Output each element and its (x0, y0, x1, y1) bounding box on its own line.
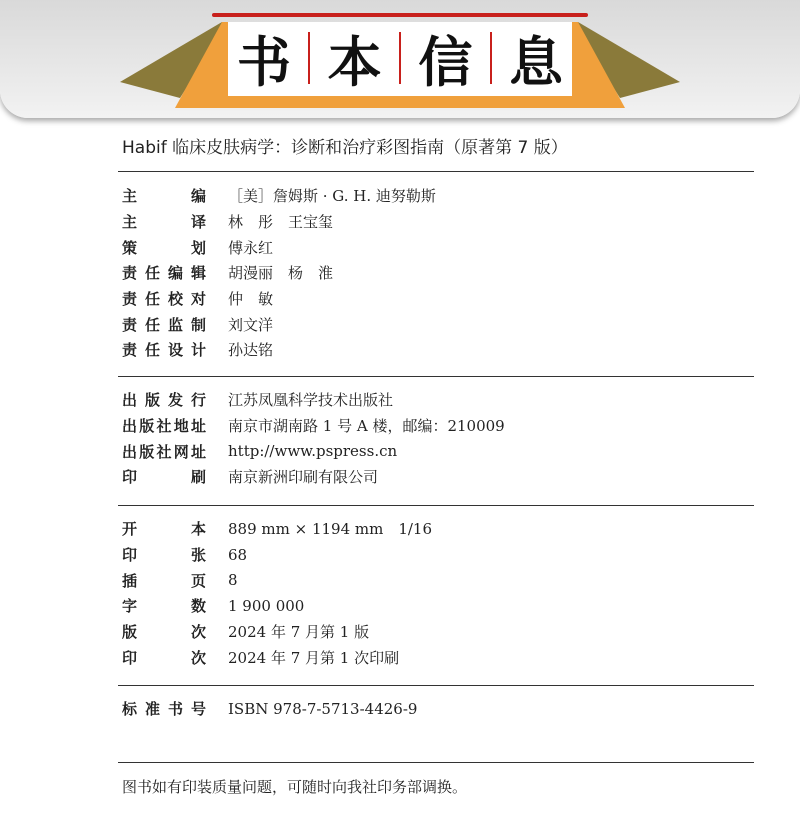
info-value: 1 900 000 (228, 596, 305, 615)
divider (118, 762, 754, 763)
info-label-char: 辑 (190, 264, 206, 283)
info-label-char: 网 (173, 442, 189, 461)
info-row (122, 311, 436, 337)
info-label-char: 责 (122, 341, 138, 360)
quality-notice: 图书如有印装质量问题，可随时向我社印务部调换。 (122, 778, 468, 796)
info-label-char: 页 (190, 571, 206, 590)
info-label-char: 划 (190, 238, 206, 257)
specs-section (122, 516, 432, 670)
info-row (122, 413, 505, 439)
info-label-char: 计 (190, 341, 206, 360)
info-row (122, 234, 436, 260)
info-value: http://www.pspress.cn (228, 442, 398, 461)
info-label (122, 185, 206, 206)
info-label-char: 发 (167, 391, 183, 410)
info-label-char: 任 (144, 290, 160, 309)
divider (118, 505, 754, 506)
divider (118, 376, 754, 377)
info-label-char: 任 (144, 264, 160, 283)
info-label-char: 次 (190, 623, 206, 642)
info-label-char: 印 (122, 468, 138, 487)
info-label (122, 595, 206, 616)
info-label-char: 次 (190, 648, 206, 667)
info-label-char: 对 (190, 290, 206, 309)
info-value: 胡漫丽 杨 淮 (228, 264, 334, 283)
info-value: ISBN 978-7-5713-4426-9 (228, 699, 418, 718)
info-label (122, 288, 206, 309)
info-label-char: 本 (190, 520, 206, 539)
info-label-char: 社 (156, 417, 172, 436)
info-row (122, 542, 432, 568)
info-label-char: 址 (190, 417, 206, 436)
info-label-char: 地 (173, 417, 189, 436)
banner-title (228, 22, 572, 94)
info-label (122, 570, 206, 591)
info-label (122, 698, 206, 719)
info-row (122, 260, 436, 286)
info-label (122, 518, 206, 539)
info-label-char: 策 (122, 238, 138, 257)
info-label-char: 刷 (190, 468, 206, 487)
info-value: 傅永红 (228, 238, 274, 257)
info-label-char: 设 (167, 341, 183, 360)
info-label-char: 行 (190, 391, 206, 410)
info-value: 刘文洋 (228, 315, 274, 334)
info-label (122, 466, 206, 487)
info-label (122, 441, 206, 462)
info-row (122, 209, 436, 235)
info-label-char: 编 (167, 264, 183, 283)
info-label-char: 数 (190, 597, 206, 616)
info-label-char: 张 (190, 546, 206, 565)
info-value: ［美］詹姆斯 · G. H. 迪努勒斯 (228, 187, 436, 206)
info-row (122, 183, 436, 209)
header-banner (0, 0, 800, 125)
banner-separator (308, 32, 310, 84)
info-label-char: 任 (144, 315, 160, 334)
info-label-char: 插 (122, 571, 138, 590)
info-label-char: 社 (156, 442, 172, 461)
info-row (122, 337, 436, 363)
info-label-char: 版 (139, 417, 155, 436)
info-label-char: 开 (122, 520, 138, 539)
banner-char: 本 (327, 30, 382, 94)
divider (118, 685, 754, 686)
info-value: 南京新洲印刷有限公司 (228, 468, 379, 487)
info-value: 68 (228, 545, 248, 564)
info-label-char: 印 (122, 546, 138, 565)
banner-separator (399, 32, 401, 84)
info-value: 孙达铭 (228, 341, 274, 360)
info-row (122, 567, 432, 593)
info-value: 2024 年 7 月第 1 版 (228, 623, 370, 642)
info-label-char: 版 (144, 391, 160, 410)
info-label-char: 责 (122, 264, 138, 283)
info-label-char: 出 (122, 417, 138, 436)
info-label-char: 主 (122, 187, 138, 206)
book-title: Habif 临床皮肤病学：诊断和治疗彩图指南（原著第 7 版） (122, 138, 568, 158)
info-value: 889 mm × 1194 mm 1/16 (228, 520, 433, 539)
info-label-char: 编 (190, 187, 206, 206)
info-label (122, 237, 206, 258)
info-label-char: 书 (167, 700, 183, 719)
info-row (122, 619, 432, 645)
info-label (122, 621, 206, 642)
banner-char: 书 (237, 30, 291, 94)
info-label (122, 314, 206, 335)
info-row (122, 438, 505, 464)
info-label (122, 262, 206, 283)
info-row (122, 593, 432, 619)
info-label (122, 544, 206, 565)
info-value: 8 (228, 571, 238, 590)
info-row (122, 644, 432, 670)
info-value: 仲 敏 (228, 290, 274, 309)
info-label-char: 标 (122, 700, 138, 719)
info-label-char: 址 (190, 442, 206, 461)
info-label-char: 版 (122, 623, 138, 642)
info-label-char: 字 (122, 597, 138, 616)
info-label (122, 211, 206, 232)
info-row (122, 387, 505, 413)
publisher-section (122, 387, 505, 490)
info-label (122, 389, 206, 410)
info-label (122, 647, 206, 668)
info-label-char: 出 (122, 391, 138, 410)
info-value: 南京市湖南路 1 号 A 楼，邮编：210009 (228, 417, 505, 436)
info-value: 江苏凤凰科学技术出版社 (228, 391, 394, 410)
banner-char: 信 (418, 30, 473, 94)
info-row (122, 516, 432, 542)
banner-char: 息 (508, 30, 563, 94)
info-label-char: 制 (190, 315, 206, 334)
info-value: 林 彤 王宝玺 (228, 213, 334, 232)
info-label-char: 任 (144, 341, 160, 360)
info-value: 2024 年 7 月第 1 次印刷 (228, 648, 400, 667)
info-label-char: 印 (122, 648, 138, 667)
info-label (122, 339, 206, 360)
staff-section (122, 183, 436, 363)
info-row (122, 696, 417, 722)
banner-red-line (212, 13, 588, 17)
info-label-char: 主 (122, 213, 138, 232)
isbn-section (122, 696, 417, 722)
info-label-char: 号 (190, 700, 206, 719)
info-label-char: 校 (167, 290, 183, 309)
info-label-char: 责 (122, 315, 138, 334)
info-label-char: 准 (144, 700, 160, 719)
info-row (122, 464, 505, 490)
info-label-char: 监 (167, 315, 183, 334)
info-row (122, 286, 436, 312)
info-label-char: 出 (122, 442, 138, 461)
info-label-char: 版 (139, 442, 155, 461)
info-label-char: 译 (190, 213, 206, 232)
divider (118, 171, 754, 172)
info-label (122, 415, 206, 436)
info-label-char: 责 (122, 290, 138, 309)
banner-separator (490, 32, 492, 84)
